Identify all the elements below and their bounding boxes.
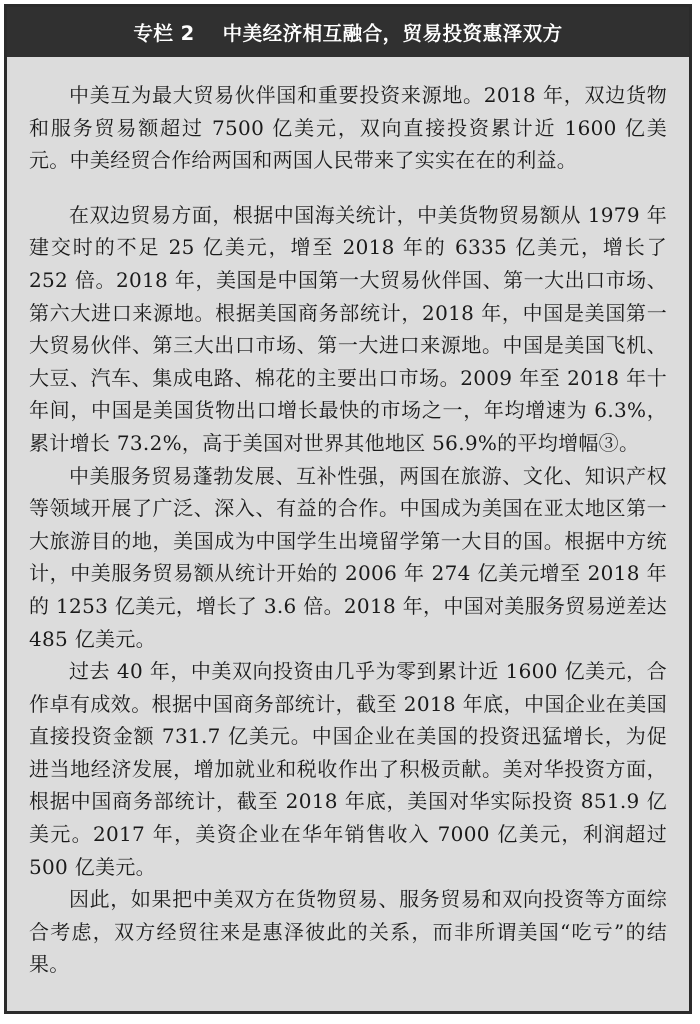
column-label: 专栏 2	[133, 22, 195, 45]
paragraph-goods-trade: 在双边贸易方面，根据中国海关统计，中美货物贸易额从 1979 年建交时的不足 25 亿美元，增至 2018 年的 6335 亿美元，增长了 252 倍。2018 年，美国是中国第一大贸易伙伴国、第一大出口市场、第六大进口来源地。根据美国商务部统计，2018 年，中国是美国第一大贸易伙伴、第三大出口市场、第一大进口来源地。中国是美国飞机、大豆、汽车、集成电路、棉花的主要出口市场。2009 年至 2018 年十年间，中国是美国货物出口增长最快的市场之一，年均增速为 6.3%，累计增长 73.2%，高于美国对世界其他地区 56.9%的平均增幅③。	[29, 202, 667, 455]
column-body	[7, 57, 689, 981]
column-box	[4, 4, 692, 1014]
column-title: 中美经济相互融合，贸易投资惠泽双方	[222, 22, 563, 45]
paragraph-intro: 中美互为最大贸易伙伴国和重要投资来源地。2018 年，双边货物和服务贸易额超过 7500 亿美元，双向直接投资累计近 1600 亿美元。中美经贸合作给两国和两国人民带来了实实在在的利益。	[29, 83, 667, 173]
paragraph-services-trade: 中美服务贸易蓬勃发展、互补性强，两国在旅游、文化、知识产权等领域开展了广泛、深入、有益的合作。中国成为美国在亚太地区第一大旅游目的地，美国成为中国学生出境留学第一大目的国。根据中方统计，中美服务贸易额从统计开始的 2006 年 274 亿美元增至 2018 年的 1253 亿美元，增长了 3.6 倍。2018 年，中国对美服务贸易逆差达 485 亿美元。	[29, 463, 667, 651]
paragraph-investment: 过去 40 年，中美双向投资由几乎为零到累计近 1600 亿美元，合作卓有成效。根据中国商务部统计，截至 2018 年底，中国企业在美国直接投资金额 731.7 亿美元。中国企业在美国的投资迅猛增长，为促进当地经济发展，增加就业和税收作出了积极贡献。美对华投资方面，根据中国商务部统计，截至 2018 年底，美国对华实际投资 851.9 亿美元。2017 年，美资企业在华年销售收入 7000 亿美元，利润超过 500 亿美元。	[29, 659, 667, 879]
paragraph-conclusion: 因此，如果把中美双方在货物贸易、服务贸易和双向投资等方面综合考虑，双方经贸往来是惠泽彼此的关系，而非所谓美国“吃亏”的结果。	[29, 887, 667, 977]
column-header	[7, 7, 689, 57]
